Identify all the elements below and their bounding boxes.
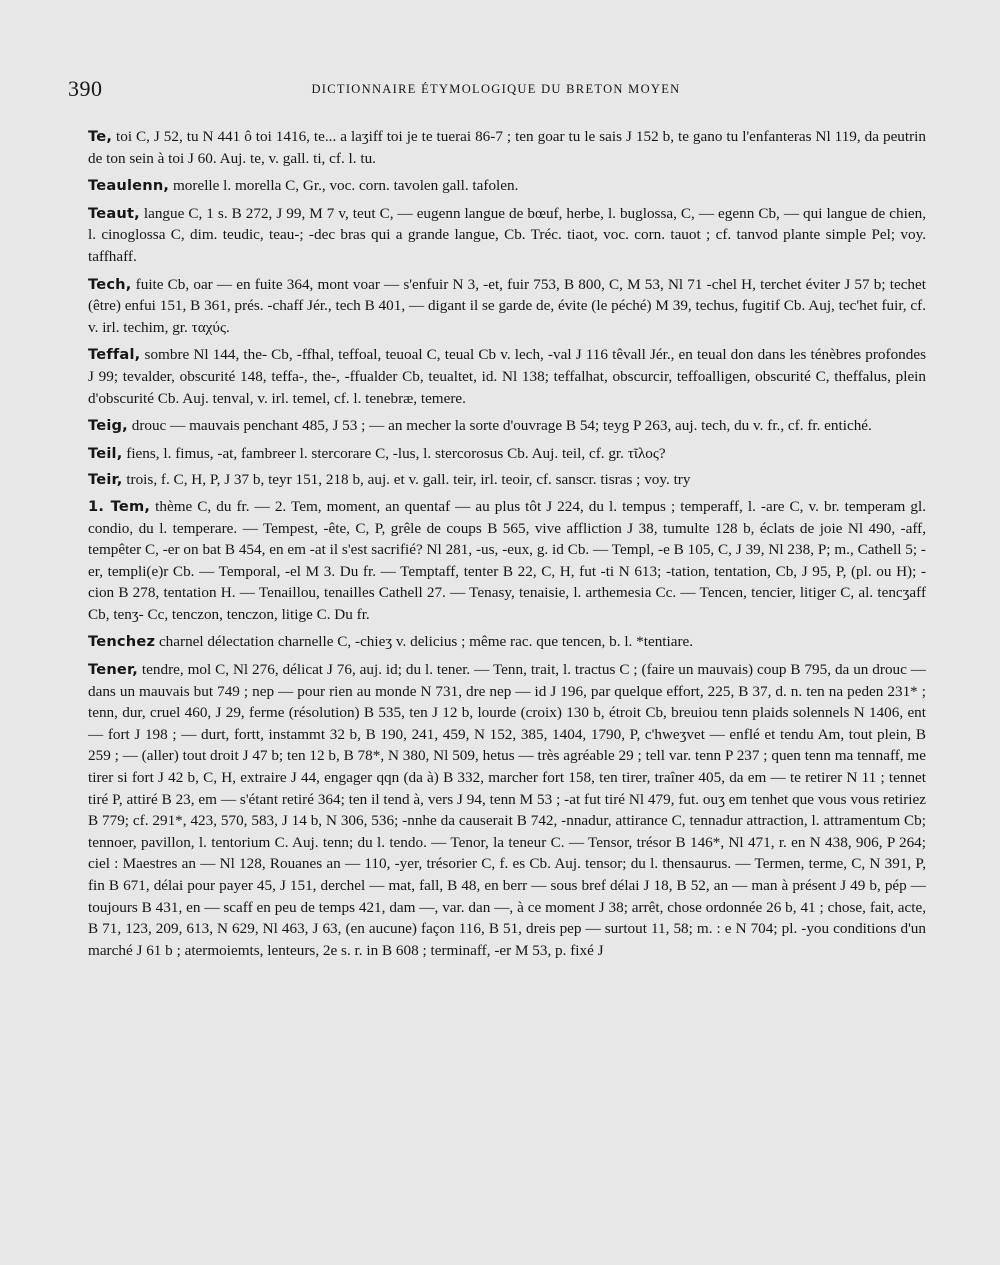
definition: toi C, J 52, tu N 441 ô toi 1416, te... a laʒiff toi je te tuerai 86-7 ; ten goar tu le sais J 152 b, te gano tu l'enfanteras Nl 119, da peutrin de ton sein à toi J 60. Auj. te, v. gall. ti, cf. l. tu.	[88, 128, 926, 167]
headword: 1. Tem,	[88, 497, 151, 515]
entry-teaut	[88, 203, 926, 268]
dictionary-entries	[88, 126, 926, 967]
definition: drouc — mauvais penchant 485, J 53 ; — an mecher la sorte d'ouvrage B 54; teyg P 263, auj. tech, du v. fr., cf. fr. entiché.	[127, 417, 872, 435]
page-number: 390	[68, 76, 103, 101]
headword: Teaulenn,	[88, 177, 170, 195]
definition: thème C, du fr. — 2. Tem, moment, an quentaf — au plus tôt J 224, du l. tempus ; temperaff, l. -are C, v. br. temperam gl. condio, du l. temperare. — Tempest, -ête, C, P, grêle de coups B 565, vive affliction J 38, tumulte 128 b, éclats de joie Nl 490, -aff, tempêter C, -er on bat B 454, en em -at il s'est sacrifié? Nl 281, -us, -eux, g. id Cb. — Templ, -e B 105, C, J 39, Nl 238, P; m., Cathell 5; -er, templi(e)r Cb. — Temporal, -el M 3. Du fr. — Temptaff, tenter B 22, C, H, fut -ti N 613; -tation, tentation, Cb, J 95, P, (pl. ou H); -cion B 278, tentation H. — Tenaillou, tenailles Cathell 27. — Tenasy, tenaisie, l. arthemesia Cc. — Tencen, tencier, litiger C, al. tencʒaff Cb, tenʒ- Cc, tenczon, tenczon, litige C. Du fr.	[88, 497, 926, 623]
entry-tem	[88, 496, 926, 626]
entry-tenchez	[88, 631, 926, 653]
entry-te	[88, 126, 926, 169]
headword: Tech,	[88, 275, 132, 293]
headword: Tener,	[88, 661, 138, 679]
definition: fiens, l. fimus, -at, fambreer l. stercorare C, -lus, l. stercorosus Cb. Auj. teil, cf. gr. τῖλος?	[122, 444, 666, 462]
headword: Teir,	[88, 471, 123, 489]
entry-teil	[88, 443, 926, 465]
headword: Teaut,	[88, 204, 140, 222]
entry-teffal	[88, 344, 926, 409]
entry-tech	[88, 274, 926, 339]
definition: tendre, mol C, Nl 276, délicat J 76, auj. id; du l. tener. — Tenn, trait, l. tractus C ; (faire un mauvais) coup B 795, da un drouc — dans un mauvais but 749 ; nep — pour rien au monde N 731, dre nep — id J 196, par quelque effort, 225, B 37, d. n. ten na peden 231* ; tenn, dur, cruel 460, J 29, ferme (résolution) B 535, ten J 12 b, lourde (croix) 130 b, étroit Cb, breuiou tenn plaids solennels N 1406, ent — fort J 198 ; — durt, fortt, instammt 32 b, B 190, 241, 459, N 152, 385, 1404, 1790, P, c'hweʒvet — enflé et tendu Am, tout plein, B 259 ; — (aller) tout droit J 47 b; ten 12 b, B 78*, N 380, Nl 509, hetus — très agréable 29 ; tell var. tenn P 237 ; quen tenn ma tennaff, me tirer si fort J 42 b, C, H, extraire J 44, engager qqn (da à) B 332, marcher fort 158, ten tirer, traîner 405, da em — te retirer N 11 ; tennet tiré P, attiré B 23, em — s'étant retiré 364; ten il tend à, vers J 94, tenn M 53 ; -at fut tiré Nl 479, fut. ouʒ em tenhet que vous vous retiriez B 779; cf. 291*, 423, 570, 583, J 14 b, N 306, 536; -nnhe da causerait B 742, -nnadur, attirance C, tennadur attraction, l. attramentum Cb; tennoer, pavillon, l. tentorium C. Auj. tenn; du l. tendo. — Tenor, la teneur C. — Tensor, trésor B 146*, Nl 471, r. en N 438, 906, P 264; ciel : Maestres an — Nl 128, Rouanes an — 110, -yer, trésorier C, f. es Cb. Auj. tensor; du l. thensaurus. — Termen, terme, C, N 391, P, fin B 671, délai pour payer 45, J 151, derchel — mat, fall, B 48, en berr — sous bref délai J 18, B 52, an — man à présent J 49 b, pép — toujours B 431, en — scaff en peu de temps 421, dam —, var. dan —, à ce moment J 38; arrêt, chose ordonnée 26 b, 41 ; chose, fait, acte, B 71, 123, 209, 613, N 629, Nl 463, J 63, (en aucune) façon 116, B 51, dreis pep — surtout 11, 58; m. : e N 704; pl. -you conditions d'un marché J 61 b ; atermoiemts, lenteurs, 2e s. r. in B 608 ; terminaff, -er M 53, p. fixé J	[88, 661, 926, 959]
headword: Tenchez	[88, 633, 156, 651]
definition: fuite Cb, oar — en fuite 364, mont voar — s'enfuir N 3, -et, fuir 753, B 800, C, M 53, Nl 71 -chel H, terchet éviter J 57 b; techet (être) enfui 151, B 361, prés. -chaff Jér., tech B 401, — digant il se garde de, évite (le péché) M 39, techus, fugitif Cb. Auj, tec'het fuir, cf. v. irl. techim, gr. ταχύς.	[88, 275, 926, 336]
entry-teir	[88, 469, 926, 491]
definition: charnel délectation charnelle C, -chieʒ v. delicius ; même rac. que tencen, b. l. *tentiare.	[155, 633, 694, 651]
headword: Teig,	[88, 417, 128, 435]
definition: morelle l. morella C, Gr., voc. corn. tavolen gall. tafolen.	[169, 177, 519, 195]
definition: langue C, 1 s. B 272, J 99, M 7 v, teut C, — eugenn langue de bœuf, herbe, l. buglossa, C, — egenn Cb, — qui langue de chien, l. cinoglossa C, dim. teudic, teau-; -dec bras qui a grande langue, Cb. Tréc. tiaot, voc. corn. tauot ; cf. tanvod plante simple Pel; voy. taffhaff.	[88, 204, 926, 265]
definition: sombre Nl 144, the- Cb, -ffhal, teffoal, teuoal C, teual Cb v. lech, -val J 116 têvall Jér., en teual don dans les ténèbres profondes J 99; tevalder, obscurité 148, teffa-, the-, -ffualder Cb, teualtet, id. Nl 138; teffalhat, obscurcir, teffoalligen, obscurité C, theffalus, plein d'obscurité Cb. Auj. tenval, v. irl. temel, cf. l. tenebræ, temere.	[88, 346, 926, 407]
entry-teig	[88, 415, 926, 437]
page-header	[68, 74, 924, 104]
headword: Te,	[88, 128, 113, 145]
definition: trois, f. C, H, P, J 37 b, teyr 151, 218 b, auj. et v. gall. teir, irl. teoir, cf. sanscr. tisras ; voy. try	[122, 471, 691, 489]
entry-teaulenn	[88, 175, 926, 197]
headword: Teffal,	[88, 346, 141, 364]
entry-tener	[88, 659, 926, 961]
headword: Teil,	[88, 444, 123, 462]
running-title: DICTIONNAIRE ÉTYMOLOGIQUE DU BRETON MOYEN	[311, 82, 681, 96]
